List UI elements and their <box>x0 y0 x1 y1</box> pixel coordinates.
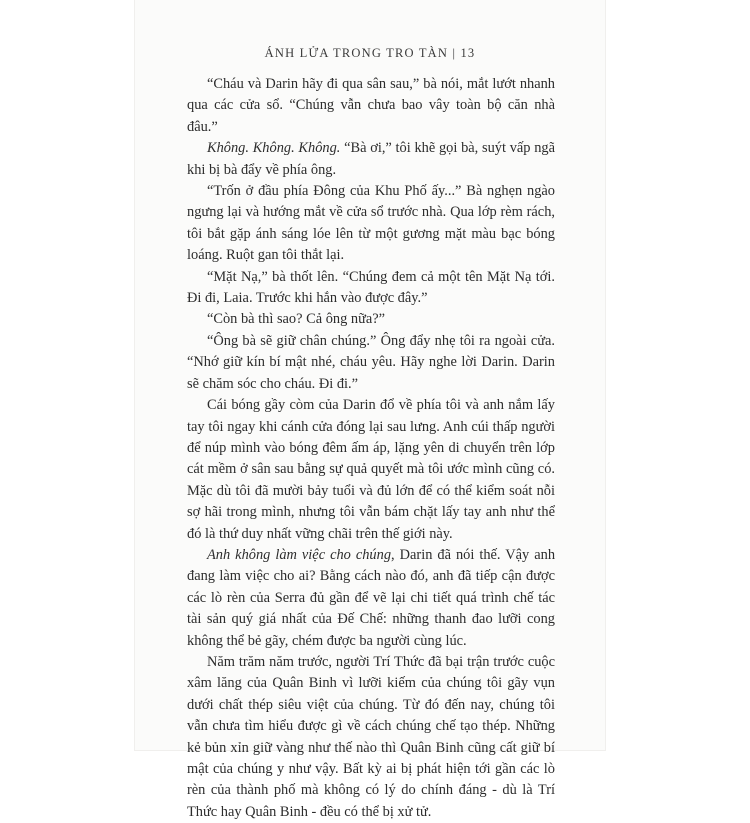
paragraph-text: , Darin đã nói thế. Vậy anh đang làm việc cho ai? Bằng cách nào đó, anh đã tiếp cận được các lò rèn của Serra đủ gần để vẽ lại chi tiết quá trình chế tác tài sản quý giá nhất của Đế Chế: những thanh đao lưỡi cong không thể bẻ gãy, chém được ba người cùng lúc. <box>187 546 556 649</box>
paragraph <box>187 395 555 545</box>
paragraph-text: “Mặt Nạ,” bà thốt lên. “Chúng đem cả một tên Mặt Nạ tới. Đi đi, Laia. Trước khi hắn vào được đây.” <box>187 268 555 307</box>
paragraph <box>187 545 555 652</box>
paragraph <box>187 74 555 138</box>
paragraph <box>187 309 555 330</box>
italic-text: Anh không làm việc cho chúng <box>207 546 392 563</box>
paragraph-text: “Ông bà sẽ giữ chân chúng.” Ông đẩy nhẹ tôi ra ngoài cửa. “Nhớ giữ kín bí mật nhé, cháu yêu. Hãy nghe lời Darin. Darin sẽ chăm sóc cho cháu. Đi đi.” <box>187 332 555 392</box>
paragraph <box>187 331 555 395</box>
paragraph <box>187 181 555 267</box>
paragraph-text: “Trốn ở đầu phía Đông của Khu Phố ấy...” Bà nghẹn ngào ngưng lại và hướng mắt về cửa sổ trước nhà. Qua lớp rèm rách, tôi bắt gặp ánh sáng lóe lên từ một gương mặt màu bạc bóng loáng. Ruột gan tôi thắt lại. <box>187 183 555 264</box>
paragraph <box>187 267 555 310</box>
paragraph-text: “Còn bà thì sao? Cả ông nữa?” <box>207 311 386 328</box>
paragraph <box>187 652 555 823</box>
running-head: ÁNH LỬA TRONG TRO TÀN | 13 <box>264 46 476 60</box>
italic-text: Không. Không. Không. <box>207 140 341 157</box>
paragraph-text: Năm trăm năm trước, người Trí Thức đã bại trận trước cuộc xâm lăng của Quân Binh vì lưỡi kiếm của chúng tôi gãy vụn dưới chất thép siêu việt của chúng. Từ đó đến nay, chúng tôi vẫn chưa tìm hiểu được gì về cách chúng chế tạo thép. Những kẻ bủn xỉn giữ vàng như thế nào thì Quân Binh cũng cất giữ bí mật của chúng y như vậy. Bất kỳ ai bị phát hiện tới gần các lò rèn của thành phố mà không có lý do chính đáng - dù là Trí Thức hay Quân Binh - đều có thể bị xử tử. <box>187 653 555 820</box>
book-page <box>135 0 605 820</box>
paragraph-text: Cái bóng gầy còm của Darin đổ về phía tôi và anh nắm lấy tay tôi ngay khi cánh cửa đóng lại sau lưng. Anh cúi thấp người để núp mình vào bóng đêm ấm áp, lặng yên di chuyển trên lớp cát mềm ở sân sau bằng sự quả quyết mà tôi ước mình cũng có. Mặc dù tôi đã mười bảy tuổi và đủ lớn để có thể kiểm soát nỗi sợ hãi trong mình, nhưng tôi vẫn bám chặt lấy tay anh như thể đó là thứ duy nhất vững chãi trên thế giới này. <box>187 397 555 542</box>
paragraph-text: “Bà ơi,” tôi khẽ gọi bà, suýt vấp ngã khi bị bà đẩy về phía ông. <box>187 140 555 178</box>
paragraph-text: “Cháu và Darin hãy đi qua sân sau,” bà nói, mắt lướt nhanh qua các cửa sổ. “Chúng vẫn chưa bao vây toàn bộ căn nhà đâu.” <box>187 76 555 135</box>
paragraph <box>187 138 555 181</box>
body-text <box>187 74 555 823</box>
